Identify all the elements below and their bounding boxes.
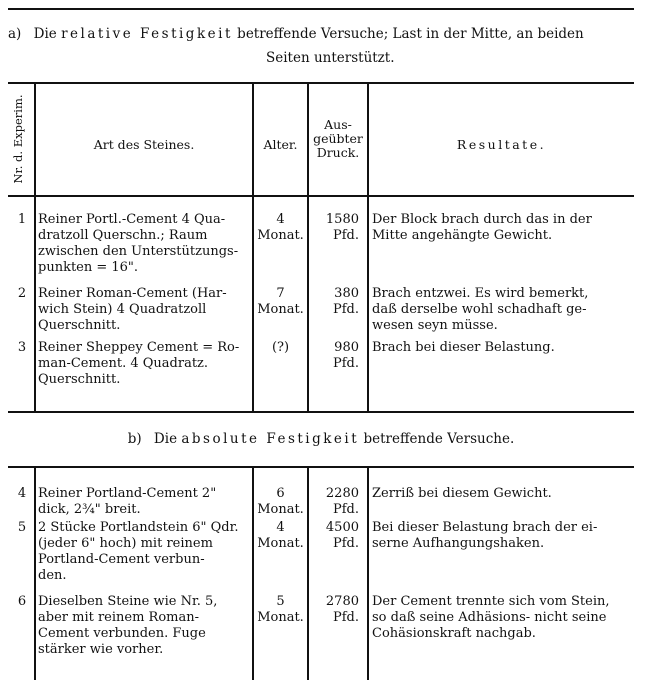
row-nr: 4 [17, 486, 27, 501]
row-art: 2 Stücke Portlandstein 6" Qdr. (jeder 6" hoch) mit reinem Portland-Cement verbun- den. [38, 520, 239, 583]
header-top-rule [8, 82, 634, 84]
row-art: Dieselben Steine wie Nr. 5, aber mit reinem Roman- Cement verbunden. Fuge stärker wie vorher. [38, 594, 218, 657]
row-art: Reiner Sheppey Cement = Ro- man-Cement. 4 Quadratz. Querschnitt. [38, 340, 240, 387]
section-a-title-spaced: relative Festigkeit [61, 26, 233, 42]
row-druck: 4500 Pfd. [325, 520, 359, 551]
header-resultate: Resultate. [456, 137, 547, 152]
row-art: Reiner Portl.-Cement 4 Qua- dratzoll Querschn.; Raum zwischen den Unterstützungs- punkten = 16". [38, 212, 239, 275]
section-a-caption-line2: Seiten unterstützt. [266, 50, 395, 66]
section-b-caption [8, 429, 634, 449]
col-divider-4 [367, 84, 369, 411]
col-divider-2 [252, 84, 254, 411]
section-a-caption [8, 24, 634, 44]
col-divider-4b [367, 468, 369, 680]
row-druck: 1580 Pfd. [325, 212, 359, 243]
section-a-title-post: betreffende Versuche; Last in der Mitte, an beiden [237, 26, 584, 42]
row-alter: 4 Monat. [257, 520, 304, 551]
header-bottom-rule [8, 195, 634, 197]
row-druck: 2280 Pfd. [325, 486, 359, 517]
section-b-label: b) [127, 431, 142, 447]
top-rule [8, 8, 634, 10]
row-alter: 5 Monat. [257, 594, 304, 625]
row-alter: 6 Monat. [257, 486, 304, 517]
row-art: Reiner Roman-Cement (Har- wich Stein) 4 Quadratzoll Querschnitt. [38, 286, 227, 333]
row-nr: 5 [17, 520, 27, 535]
row-alter: (?) [271, 340, 290, 355]
row-art: Reiner Portland-Cement 2" dick, 2¾" breit. [38, 486, 217, 517]
header-nr: Nr. d. Experim. [11, 94, 25, 184]
row-druck: 980 Pfd. [332, 340, 359, 371]
col-divider-1 [34, 84, 36, 411]
section-a-label: a) [8, 26, 22, 42]
row-alter: 7 Monat. [257, 286, 304, 317]
row-resultat: Brach entzwei. Es wird bemerkt, daß derselbe wohl schadhaft ge- wesen seyn müsse. [372, 286, 589, 333]
row-resultat: Zerriß bei diesem Gewicht. [372, 486, 552, 501]
section-a-title-pre: Die [33, 26, 57, 42]
row-druck: 2780 Pfd. [325, 594, 359, 625]
section-a-bottom-rule [8, 411, 634, 413]
header-alter: Alter. [263, 137, 298, 152]
row-nr: 1 [17, 212, 27, 227]
row-resultat: Bei dieser Belastung brach der ei- serne Aufhangungshaken. [372, 520, 598, 551]
row-alter: 4 Monat. [257, 212, 304, 243]
section-b-top-rule [8, 466, 634, 468]
col-divider-1b [34, 468, 36, 680]
header-art: Art des Steines. [93, 137, 195, 152]
section-b-title-pre: Die [153, 431, 178, 447]
row-nr: 6 [17, 594, 27, 609]
row-nr: 2 [17, 286, 27, 301]
row-resultat: Der Cement trennte sich vom Stein, so daß seine Adhäsions- nicht seine Cohäsionskraft nachgab. [372, 594, 610, 641]
row-resultat: Brach bei dieser Belastung. [372, 340, 555, 355]
header-druck: Aus- geübter Druck. [313, 117, 363, 160]
row-nr: 3 [17, 340, 27, 355]
section-b-title-post: betreffende Versuche. [363, 431, 515, 447]
section-b-title-spaced: absolute Festigkeit [181, 431, 360, 447]
row-druck: 380 Pfd. [332, 286, 359, 317]
row-resultat: Der Block brach durch das in der Mitte angehängte Gewicht. [372, 212, 592, 243]
